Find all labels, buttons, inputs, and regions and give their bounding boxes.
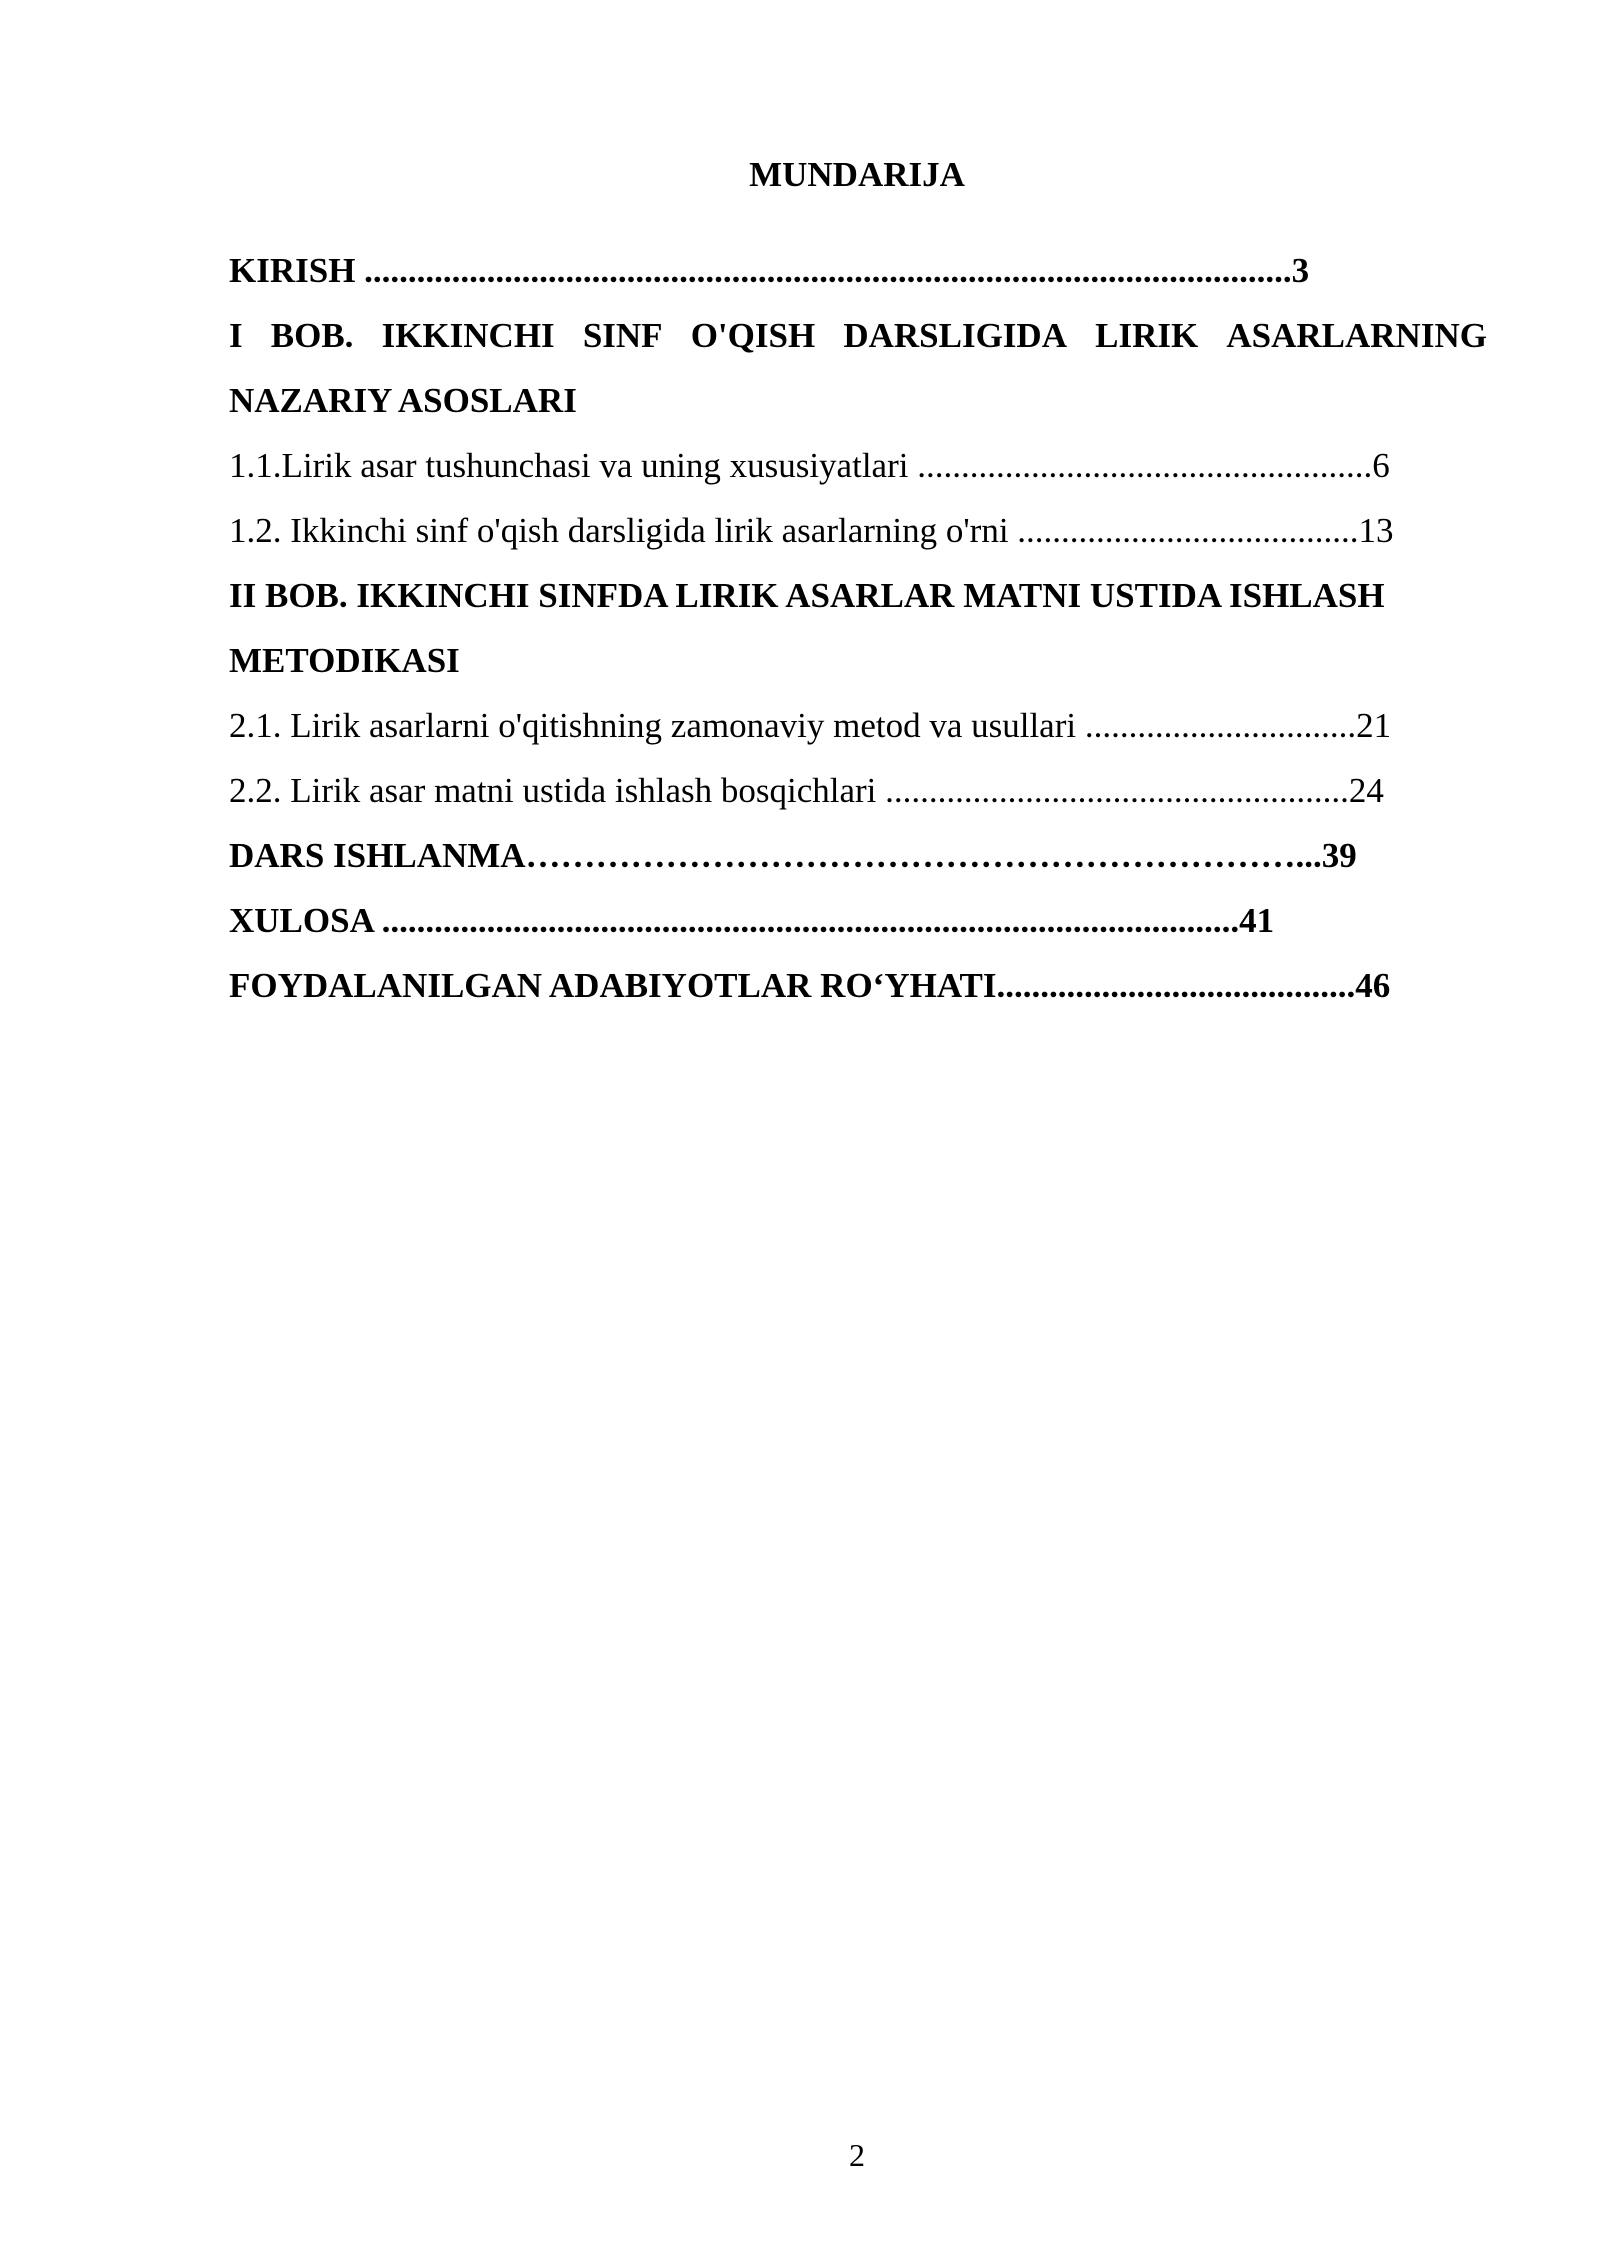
page-number: 2 (849, 2137, 865, 2173)
toc-entry-kirish-text: KIRISH ..........................................................................................................3 (229, 251, 1310, 290)
toc-entry-chapter1-heading (229, 312, 1487, 360)
toc-entry-chapter2-line1 (229, 572, 1487, 637)
toc-entry-dars-ishlanma-text: DARS ISHLANMA…………………………………………………………...39 (229, 836, 1357, 875)
toc-entry-chapter2-line2-text: METODIKASI (229, 641, 460, 680)
toc-entry-section-1-1-text: 1.1.Lirik asar tushunchasi va uning xususiyatlari ....................................................6 (229, 446, 1390, 485)
toc-entry-xulosa (229, 897, 1487, 962)
toc-entry-chapter1-line2 (229, 377, 1487, 442)
toc-entry-chapter1-line1 (229, 312, 1487, 377)
toc-entry-section-1-2-text: 1.2. Ikkinchi sinf o'qish darsligida lirik asarlarning o'rni .......................................13 (229, 511, 1394, 550)
chapter1-word: O'QISH (690, 316, 816, 355)
chapter1-word: ASARLARNING (1226, 316, 1487, 355)
toc-entry-dars-ishlanma (229, 832, 1487, 897)
toc-entry-section-2-1 (229, 702, 1487, 767)
toc-entry-chapter1-line2-text: NAZARIY ASOSLARI (229, 381, 577, 420)
toc-entry-section-1-1 (229, 442, 1487, 507)
chapter1-word: LIRIK (1095, 316, 1199, 355)
chapter1-word: I (229, 316, 243, 355)
toc-entry-section-2-1-text: 2.1. Lirik asarlarni o'qitishning zamonaviy metod va usullari ...............................21 (229, 706, 1392, 745)
toc-entry-foydalanilgan-adabiyotlar-text: FOYDALANILGAN ADABIYOTLAR RO‘YHATI.........................................46 (229, 966, 1391, 1005)
chapter1-word: IKKINCHI (381, 316, 555, 355)
toc-entry-chapter2-line1-text: II BOB. IKKINCHI SINFDA LIRIK ASARLAR MATNI USTIDA ISHLASH (229, 576, 1385, 615)
toc-entry-chapter2-line2 (229, 637, 1487, 702)
table-of-contents (229, 247, 1487, 1027)
chapter1-word: BOB. (270, 316, 354, 355)
toc-entry-section-1-2 (229, 507, 1487, 572)
toc-title: MUNDARIJA (749, 155, 965, 194)
chapter1-word: SINF (582, 316, 663, 355)
toc-entry-kirish (229, 247, 1487, 312)
chapter1-word: DARSLIGIDA (843, 316, 1067, 355)
toc-entry-section-2-2 (229, 767, 1487, 832)
toc-entry-foydalanilgan-adabiyotlar (229, 962, 1487, 1027)
toc-entry-section-2-2-text: 2.2. Lirik asar matni ustida ishlash bosqichlari .....................................................24 (229, 771, 1384, 810)
toc-entry-xulosa-text: XULOSA ..................................................................................................41 (229, 901, 1275, 940)
